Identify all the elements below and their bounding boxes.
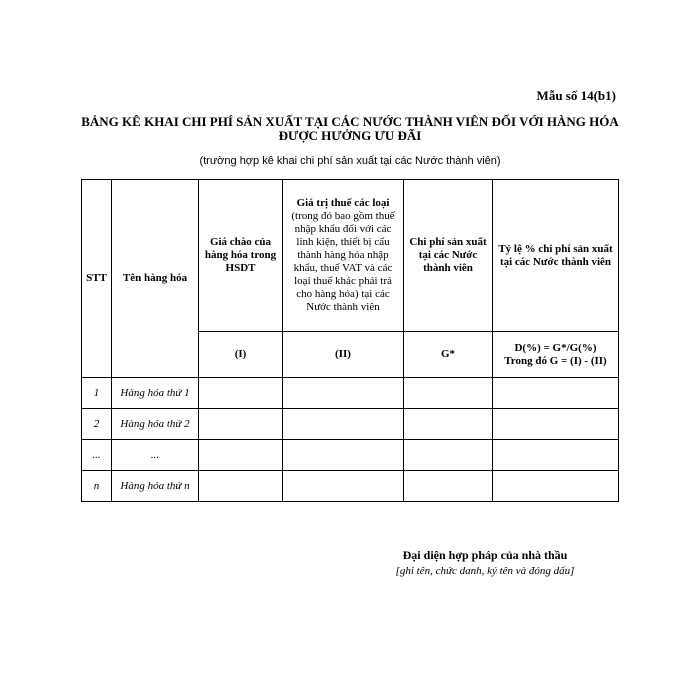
row-name: Hàng hóa thứ 1 [112, 378, 199, 409]
row-tax [283, 409, 404, 440]
header-tax-title: Giá trị thuế các loại [296, 197, 390, 209]
header-tax [283, 180, 404, 332]
formula-ratio-line-1: D(%) = G*/G(%) [514, 341, 597, 354]
row-ratio [493, 409, 619, 440]
row-tax [283, 378, 404, 409]
row-cost [404, 409, 493, 440]
header-ratio: Tỷ lệ % chi phí sản xuất tại các Nước thành viên [493, 180, 619, 332]
row-stt: ... [82, 440, 112, 471]
header-price: Giá chào của hàng hóa trong HSDT [199, 180, 283, 332]
table-row [82, 440, 619, 471]
row-price [199, 440, 283, 471]
signature-note: [ghi tên, chức danh, ký tên và đóng dấu] [395, 565, 575, 577]
document-title [80, 115, 620, 143]
header-tax-detail: (trong đó bao gồm thuế nhập khẩu đối với các linh kiện, thiết bị cấu thành hàng hóa nhập khẩu, thuế VAT và các loại thuế khác phải trả cho hàng hóa) tại các Nước thành viên [291, 210, 395, 313]
row-price [199, 409, 283, 440]
header-row [82, 180, 619, 332]
formula-cost: G* [404, 332, 493, 378]
row-ratio [493, 378, 619, 409]
row-name: ... [112, 440, 199, 471]
document-subtitle: (trường hợp kê khai chi phí sản xuất tại các Nước thành viên) [199, 155, 501, 167]
row-cost [404, 440, 493, 471]
title-line-2: ĐƯỢC HƯỞNG ƯU ĐÃI [278, 128, 422, 143]
row-tax [283, 440, 404, 471]
header-cost: Chi phí sản xuất tại các Nước thành viên [404, 180, 493, 332]
row-stt: 1 [82, 378, 112, 409]
row-price [199, 378, 283, 409]
table-row [82, 409, 619, 440]
form-number: Mẫu số 14(b1) [536, 88, 616, 103]
formula-ratio [493, 332, 619, 378]
row-stt: n [82, 471, 112, 502]
table-row [82, 378, 619, 409]
formula-tax: (II) [283, 332, 404, 378]
title-line-1: BẢNG KÊ KHAI CHI PHÍ SẢN XUẤT TẠI CÁC NƯỚC THÀNH VIÊN ĐỐI VỚI HÀNG HÓA [81, 114, 619, 129]
row-stt: 2 [82, 409, 112, 440]
row-price [199, 471, 283, 502]
signature-role: Đại diện hợp pháp của nhà thầu [402, 548, 568, 562]
signature-block [370, 548, 600, 577]
row-name: Hàng hóa thứ 2 [112, 409, 199, 440]
row-tax [283, 471, 404, 502]
row-ratio [493, 440, 619, 471]
header-name: Tên hàng hóa [112, 180, 199, 378]
row-cost [404, 471, 493, 502]
row-name: Hàng hóa thứ n [112, 471, 199, 502]
row-ratio [493, 471, 619, 502]
formula-price: (I) [199, 332, 283, 378]
table-row [82, 471, 619, 502]
header-stt: STT [82, 180, 112, 378]
declaration-table [81, 179, 619, 502]
row-cost [404, 378, 493, 409]
formula-ratio-line-2: Trong đó G = (I) - (II) [504, 354, 607, 367]
